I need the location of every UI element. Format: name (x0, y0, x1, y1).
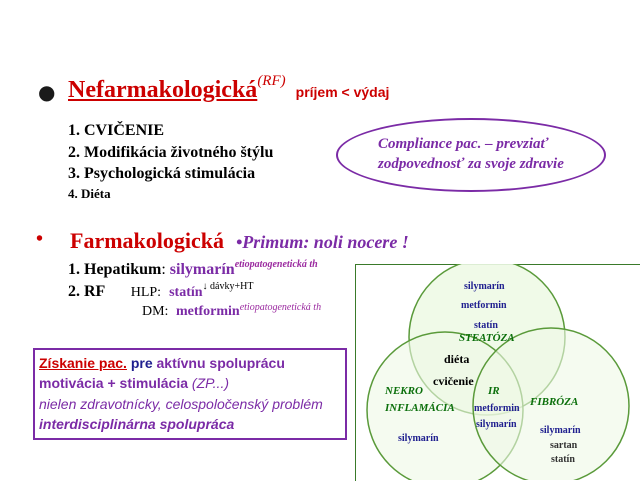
farmakologicka-title: Farmakologická (70, 228, 224, 253)
compliance-line-1: Compliance pac. – prevziať (378, 136, 549, 152)
ziskanie-lead: Získanie pac. (39, 355, 127, 371)
ziskanie-line-2 (39, 375, 229, 391)
hlp-label: HLP: (130, 285, 162, 300)
venn-top-silymarin: silymarín (464, 281, 505, 292)
rf-superscript: (RF) (257, 73, 286, 89)
dm-label: DM: (142, 304, 169, 319)
list-item-dieta: 4. Diéta (68, 186, 111, 201)
ziskanie-line-1 (39, 355, 285, 371)
hepatikum-superscript: etiopatogenetická th (234, 259, 318, 270)
list-item-psychologicka: 3. Psychologická stimulácia (68, 165, 256, 182)
venn-center-metformin: metformin (474, 403, 520, 414)
hlp-superscript: ↓ dávky+HT (202, 281, 254, 292)
dm-line (142, 304, 321, 320)
venn-fibroza-label: FIBRÓZA (530, 396, 579, 408)
prijem-vydaj: príjem < výdaj (295, 84, 390, 100)
ziskanie-pre: pre (126, 355, 157, 371)
metformin-drug: metformin (175, 304, 240, 319)
venn-ir: IR (488, 385, 500, 397)
bullet-2: • (36, 228, 44, 250)
compliance-line-2: zodpovednosť za svoje zdravie (378, 156, 564, 172)
venn-right-statin: statín (551, 454, 575, 465)
venn-nekro-label: NEKRO (385, 385, 423, 397)
bullet-1: ● (38, 80, 56, 104)
statin-drug: statín (169, 285, 203, 300)
venn-top-metformin: metformin (461, 300, 507, 311)
venn-diagram (355, 264, 640, 480)
section1-heading (68, 73, 390, 104)
venn-center-silymarin: silymarín (476, 419, 517, 430)
dm-superscript: etiopatogenetická th (239, 302, 322, 313)
ziskanie-zp: (ZP...) (188, 375, 229, 391)
ziskanie-aktivnu: aktívnu spoluprácu (156, 355, 285, 371)
hepatikum-label: 1. Hepatikum (68, 261, 162, 278)
section2-heading (70, 228, 409, 254)
rf-label: 2. RF (68, 283, 105, 300)
hepatikum-line (68, 261, 318, 279)
list-item-modifikacia: 2. Modifikácia životného štýlu (68, 144, 274, 161)
venn-dieta: diéta (444, 352, 470, 366)
venn-cvicenie: cvičenie (433, 374, 474, 388)
venn-right-silymarin: silymarín (540, 425, 581, 436)
silymarin-drug: silymarín (169, 261, 235, 278)
hepatikum-colon: : (161, 261, 170, 278)
compliance-ellipse (336, 118, 606, 192)
venn-steatoza-label: STEATÓZA (459, 332, 515, 344)
venn-top-statin: statín (474, 320, 498, 331)
primum-noli-nocere: •Primum: noli nocere ! (236, 232, 409, 252)
venn-inflamacia-label: INFLAMÁCIA (385, 402, 455, 414)
motivacia-stimulacia: motivácia + stimulácia (39, 375, 189, 391)
ziskanie-line-4: interdisciplinárna spolupráca (39, 416, 235, 432)
venn-right-sartan: sartan (550, 440, 578, 451)
venn-left-silymarin: silymarín (398, 433, 439, 444)
nefarmakologicka-title: Nefarmakologická (68, 77, 258, 103)
list-item-cvicenie: 1. CVIČENIE (68, 122, 165, 139)
rf-line (68, 283, 253, 301)
ziskanie-line-3: nielen zdravotnícky, celospoločenský problém (39, 396, 323, 412)
